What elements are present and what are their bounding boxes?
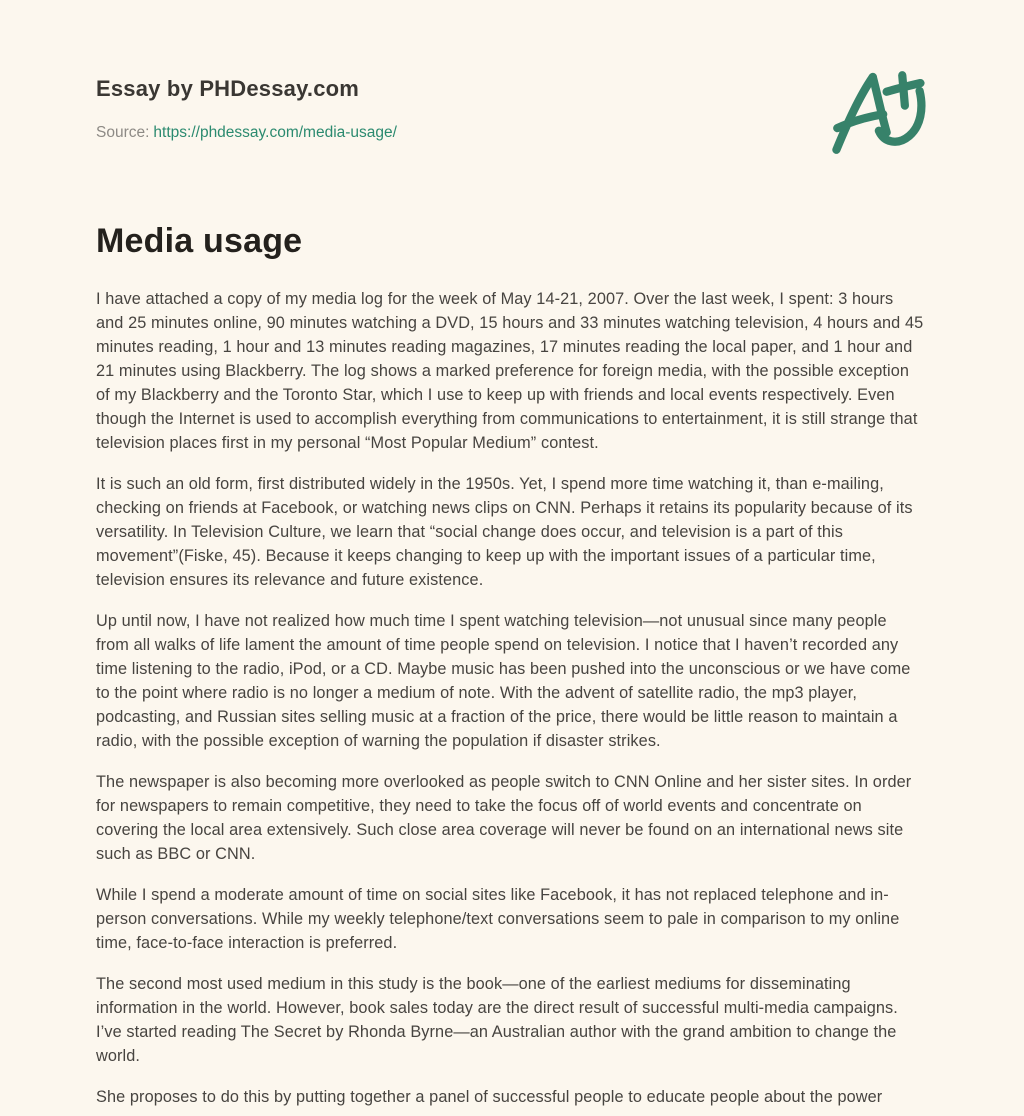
essay-paragraph: Up until now, I have not realized how much time I spent watching television—not unusual since many people from all walks of life lament the amount of time people spend on television. I notice that I haven’t recorded any time listening to the radio, iPod, or a CD. Maybe music has been pushed into the unconscious or we have come to the point where radio is no longer a medium of note. With the advent of satellite radio, the mp3 player, podcasting, and Russian sites selling music at a fraction of the price, there would be little reason to maintain a radio, with the possible exception of warning the population if disaster strikes. [96, 612, 911, 750]
essay-paragraph: It is such an old form, first distributed widely in the 1950s. Yet, I spend more time watching it, than e-mailing, checking on friends at Facebook, or watching news clips on CNN. Perhaps it retains its popularity because of its versatility. In Television Culture, we learn that “social change does occur, and television is a part of this movement”(Fiske, 45). Because it keeps changing to keep up with the important issues of a particular time, television ensures its relevance and future existence. [96, 475, 913, 589]
essay-paragraph: The second most used medium in this study is the book—one of the earliest mediums for disseminating information in the world. However, book sales today are the direct result of successful multi-media campaigns. I’ve started reading The Secret by Rhonda Byrne—an Australian author with the grand ambition to change the world. [96, 975, 898, 1065]
source-label: Source: [96, 124, 150, 141]
essay-paragraph: I have attached a copy of my media log for the week of May 14-21, 2007. Over the last week, I spent: 3 hours and 25 minutes online, 90 minutes watching a DVD, 15 hours and 33 minutes watching television, 4 hours and 45 minutes reading, 1 hour and 13 minutes reading magazines, 17 minutes reading the local paper, and 1 hour and 21 minutes using Blackberry. The log shows a marked preference for foreign media, with the possible exception of my Blackberry and the Toronto Star, which I use to keep up with friends and local events respectively. Even though the Internet is used to accomplish everything from communications to entertainment, it is still strange that television places first in my personal “Most Popular Medium” contest. [96, 290, 924, 452]
essay-paragraph: She proposes to do this by putting together a panel of successful people to educate people about the power [96, 1088, 883, 1106]
source-link[interactable]: https://phdessay.com/media-usage/ [153, 124, 397, 141]
page-title: Media usage [96, 222, 303, 260]
essay-paragraph: While I spend a moderate amount of time on social sites like Facebook, it has not replaced telephone and in-person conversations. While my weekly telephone/text conversations seem to pale in comparison to my online time, face-to-face interaction is preferred. [96, 886, 900, 952]
byline: Essay by PHDessay.com [96, 76, 360, 101]
a-plus-logo-icon [814, 64, 942, 168]
essay-paragraph: The newspaper is also becoming more overlooked as people switch to CNN Online and her sister sites. In order for newspapers to remain competitive, they need to take the focus off of world events and concentrate on covering the local area extensively. Such close area coverage will never be found on an international news site such as BBC or CNN. [96, 773, 912, 863]
source-row [96, 124, 928, 142]
essay-body [96, 287, 924, 1109]
